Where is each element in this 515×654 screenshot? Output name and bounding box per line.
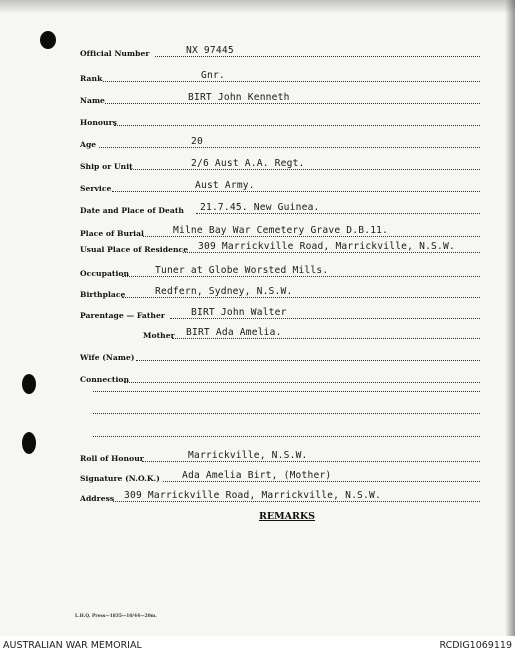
value-father: BIRT John Walter	[191, 307, 287, 318]
row-roll-of-honour	[0, 447, 515, 463]
row-mother	[0, 324, 515, 340]
scan-shadow-top	[0, 0, 515, 14]
rule-occupation	[122, 276, 480, 277]
row-honours	[0, 111, 515, 127]
rule-father	[170, 318, 480, 319]
value-usual-residence: 309 Marrickville Road, Marrickville, N.S.W.	[198, 241, 455, 252]
row-signature	[0, 467, 515, 483]
blank-line	[93, 413, 480, 414]
blank-line	[93, 436, 480, 437]
value-roll-of-honour: Marrickville, N.S.W.	[188, 450, 308, 461]
rule-usual-residence	[183, 252, 480, 253]
row-usual-residence	[0, 238, 515, 254]
row-birthplace	[0, 283, 515, 299]
label-honours: Honours	[80, 118, 117, 127]
row-father	[0, 304, 515, 320]
label-signature: Signature (N.O.K.)	[80, 474, 160, 483]
rule-birthplace	[122, 297, 480, 298]
label-birthplace: Birthplace	[80, 290, 126, 299]
rule-address	[113, 501, 480, 502]
rule-wife	[136, 360, 480, 361]
value-place-of-burial: Milne Bay War Cemetery Grave D.B.11.	[173, 225, 389, 236]
label-age: Age	[80, 140, 97, 149]
value-mother: BIRT Ada Amelia.	[186, 327, 282, 338]
rule-connection	[124, 382, 480, 383]
rule-date-place-death	[196, 213, 480, 214]
label-usual-residence: Usual Place of Residence	[80, 245, 189, 254]
row-official-number	[0, 42, 515, 58]
label-mother: Mother	[143, 331, 175, 340]
rule-official-number	[155, 56, 480, 57]
rule-signature	[163, 481, 480, 482]
value-address: 309 Marrickville Road, Marrickville, N.S.W.	[124, 490, 381, 501]
row-ship-or-unit	[0, 155, 515, 171]
row-rank	[0, 67, 515, 83]
value-date-place-death: 21.7.45. New Guinea.	[200, 202, 320, 213]
label-service: Service	[80, 184, 112, 193]
value-age: 20	[191, 136, 203, 147]
label-father: Parentage — Father	[80, 311, 165, 320]
value-signature: Ada Amelia Birt, (Mother)	[182, 470, 332, 481]
rule-honours	[114, 125, 480, 126]
row-age	[0, 133, 515, 149]
footer-institution: AUSTRALIAN WAR MEMORIAL	[3, 640, 142, 651]
row-service	[0, 177, 515, 193]
value-service: Aust Army.	[195, 180, 255, 191]
footer-record-id: RCDIG1069119	[439, 640, 512, 651]
label-date-place-death: Date and Place of Death	[80, 206, 184, 215]
row-name	[0, 89, 515, 105]
row-date-place-death	[0, 199, 515, 215]
row-address	[0, 487, 515, 503]
label-address: Address	[80, 494, 115, 503]
value-occupation: Tuner at Globe Worsted Mills.	[155, 265, 329, 276]
rule-ship-or-unit	[130, 169, 480, 170]
remarks-heading: REMARKS	[259, 511, 316, 522]
label-roll-of-honour: Roll of Honour	[80, 454, 144, 463]
rule-age	[99, 147, 480, 148]
printer-imprint: L.H.Q. Press—1835—10/44—20m.	[75, 614, 157, 619]
value-birthplace: Redfern, Sydney, N.S.W.	[155, 286, 293, 297]
value-ship-or-unit: 2/6 Aust A.A. Regt.	[191, 158, 305, 169]
value-name: BIRT John Kenneth	[188, 92, 290, 103]
blank-line	[93, 391, 480, 392]
rule-mother	[172, 338, 480, 339]
label-place-of-burial: Place of Burial	[80, 229, 144, 238]
label-wife: Wife (Name)	[80, 353, 135, 362]
archive-footer	[0, 637, 515, 654]
row-place-of-burial	[0, 222, 515, 238]
label-occupation: Occupation	[80, 269, 130, 278]
rule-place-of-burial	[143, 236, 480, 237]
rule-service	[112, 191, 480, 192]
value-official-number: NX 97445	[186, 45, 234, 56]
label-rank: Rank	[80, 74, 103, 83]
row-connection	[0, 368, 515, 384]
label-official-number: Official Number	[80, 49, 150, 58]
label-ship-or-unit: Ship or Unit	[80, 162, 133, 171]
rule-rank	[103, 81, 480, 82]
row-wife	[0, 346, 515, 362]
rule-roll-of-honour	[142, 461, 480, 462]
value-rank: Gnr.	[201, 70, 225, 81]
label-name: Name	[80, 96, 105, 105]
rule-name	[105, 103, 480, 104]
row-occupation	[0, 262, 515, 278]
label-connection: Connection	[80, 375, 130, 384]
